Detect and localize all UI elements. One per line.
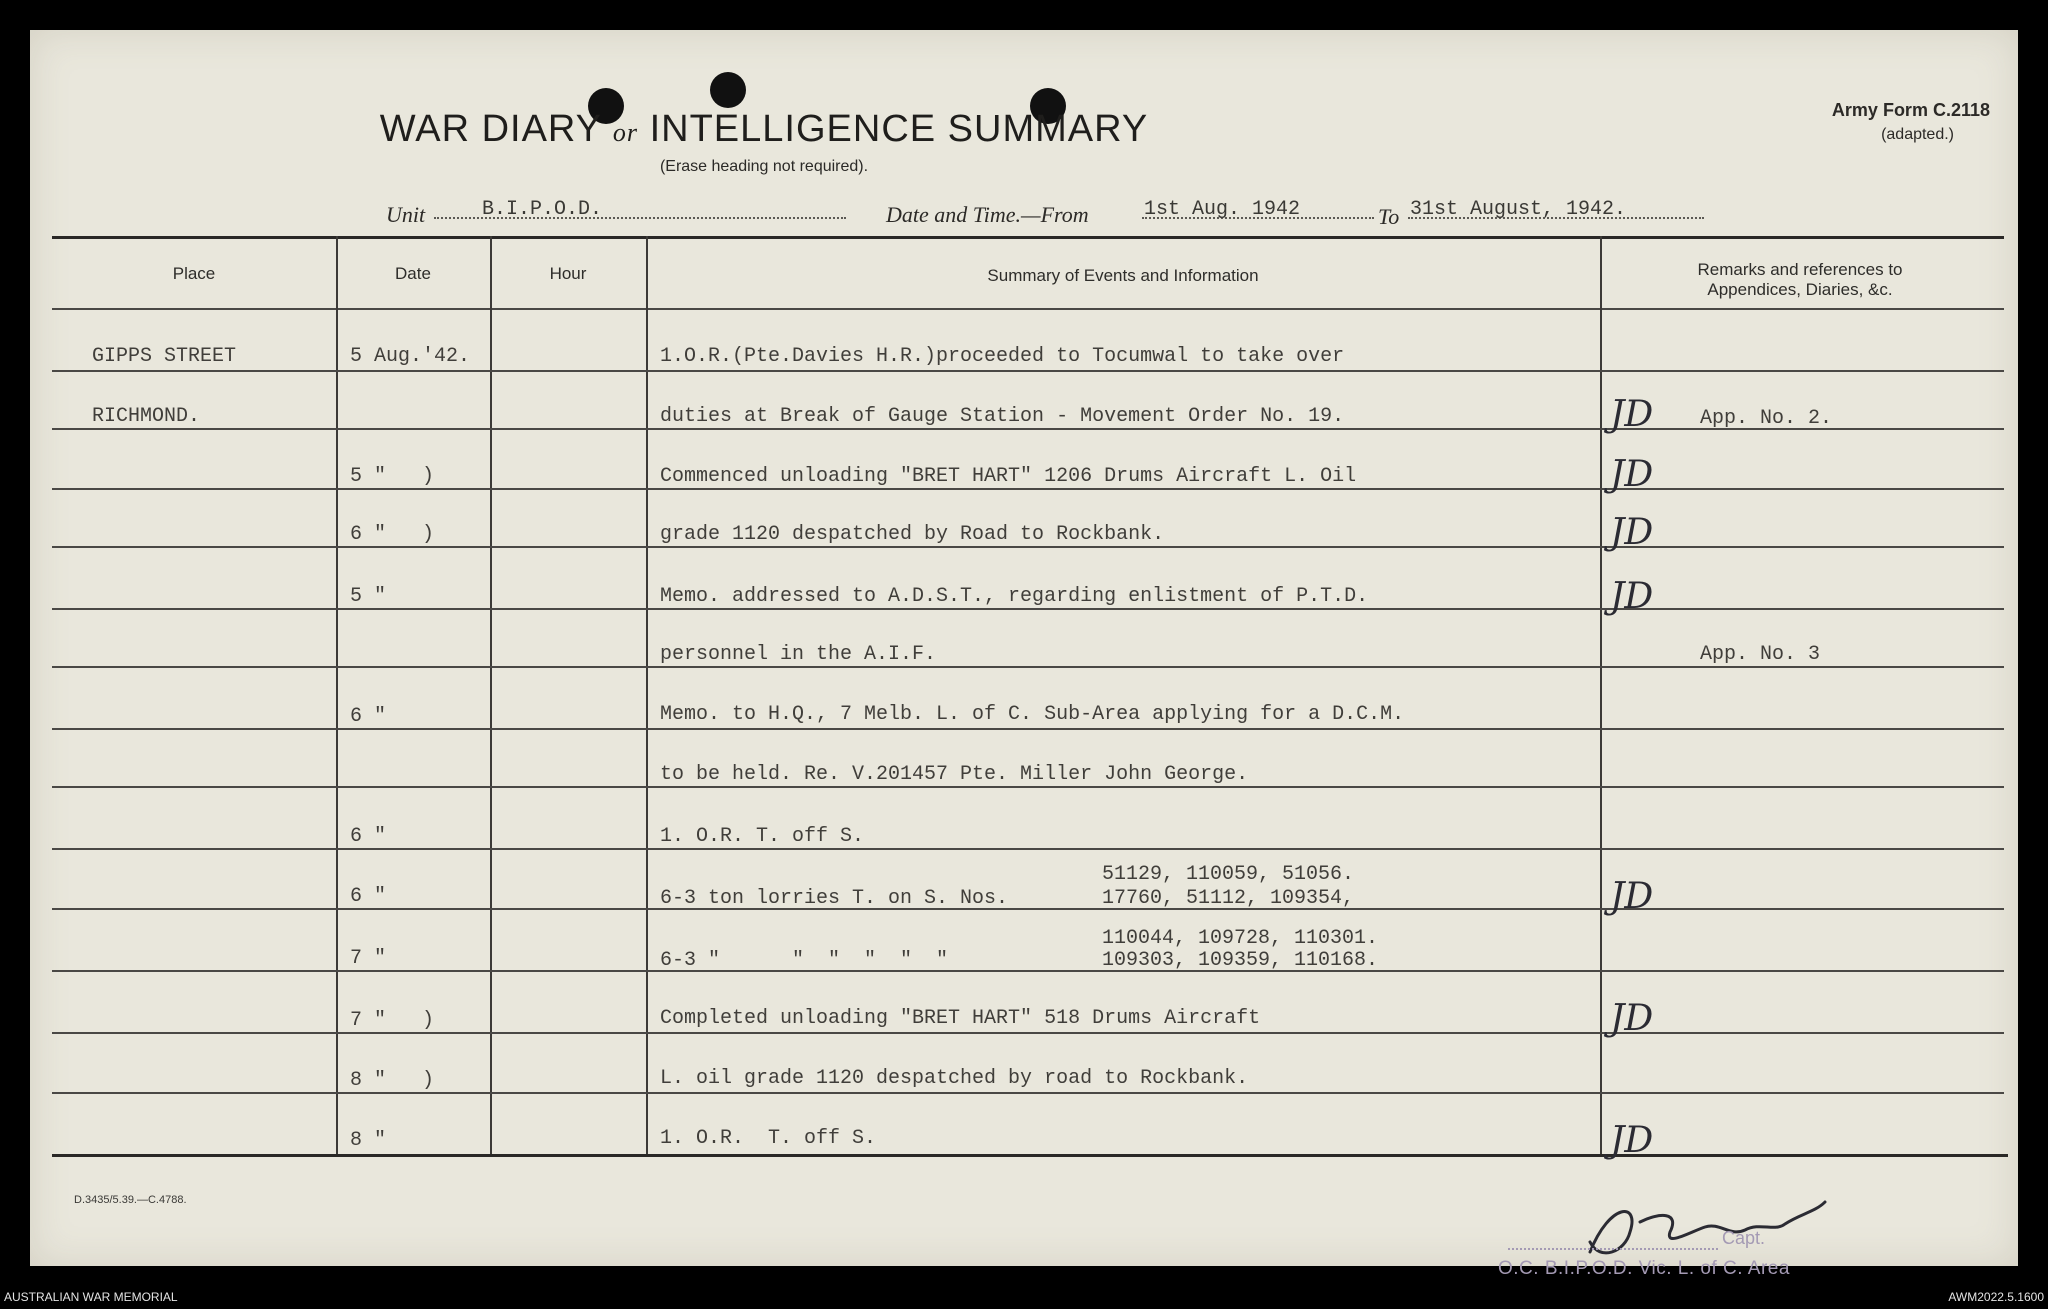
row-summary: 1.O.R.(Pte.Davies H.R.)proceeded to Tocumwal to take over [660,345,1345,368]
row-summary: personnel in the A.I.F. [660,643,937,666]
row-date: 6 " [350,885,387,908]
handwritten-initials: JD [1610,998,1654,1039]
row-rule [52,546,2004,548]
row-summary: 1. O.R. T. off S. [660,1127,877,1150]
column-header-summary: Summary of Events and Information [987,266,1259,285]
row-date: 8 " ) [350,1069,435,1092]
row-summary: L. oil grade 1120 despatched by road to Rockbank. [660,1067,1249,1090]
remarks-column-rule [1600,236,1602,1154]
row-summary: to be held. Re. V.201457 Pte. Miller John George. [660,763,1249,786]
diary-sheet [30,30,2018,1279]
army-form-number: Army Form C.2118 [1831,100,1990,120]
signature-dotted-line [1508,1248,1718,1250]
punch-hole [710,72,746,108]
signature-stamp: O.C. B.I.P.O.D. Vic. L. of C. Area [1498,1258,1790,1279]
row-rule [52,608,2004,610]
appendix-reference: App. No. 3 [1700,643,1821,666]
remarks-header-line2: Appendices, Diaries, &c. [1707,280,1893,299]
archive-accession-number: AWM2022.5.1600 [1948,1290,2044,1304]
row-summary: grade 1120 despatched by Road to Rockbank. [660,523,1165,546]
page-subtitle: (Erase heading not required). [659,158,869,175]
row-rule [52,848,2004,850]
row-rule [52,370,2004,372]
row-date: 5 " ) [350,465,435,488]
row-rule [52,786,2004,788]
row-date: 5 " [350,585,387,608]
row-date: 6 " [350,825,387,848]
row-summary: Commenced unloading "BRET HART" 1206 Drums Aircraft L. Oil [660,465,1357,488]
row-date: 6 " ) [350,523,435,546]
date-from-label: Date and Time.—From [886,202,1089,227]
row-date: 7 " [350,947,387,970]
table-bottom-rule [52,1154,2008,1157]
header-rule [52,308,2004,310]
date-column-rule [336,236,338,1154]
handwritten-initials: JD [1610,576,1654,617]
appendix-reference: App. No. 2. [1700,407,1833,430]
table-top-rule [52,236,2004,239]
form-print-code: D.3435/5.39.—C.4788. [74,1194,187,1206]
place-line2: RICHMOND. [92,405,201,428]
row-rule [52,970,2004,972]
handwritten-initials: JD [1610,454,1654,495]
army-form-adapted: (adapted.) [1881,126,1954,143]
date-to-value: 31st August, 1942. [1410,198,1627,221]
row-date: 5 Aug.'42. [350,345,471,368]
remarks-header-line1: Remarks and references to [1697,260,1903,279]
row-rule [52,488,2004,490]
row-date: 7 " ) [350,1009,435,1032]
handwritten-initials: JD [1610,394,1654,435]
lorry-numbers-line2: 17760, 51112, 109354, [1102,887,1355,910]
row-rule [52,728,2004,730]
row-summary: 1. O.R. T. off S. [660,825,865,848]
row-rule [52,908,2004,910]
column-header-date: Date [395,264,431,283]
summary-column-rule [646,236,648,1154]
unit-label: Unit [386,202,426,227]
row-summary: Memo. to H.Q., 7 Melb. L. of C. Sub-Area applying for a D.C.M. [660,703,1405,726]
date-from-value: 1st Aug. 1942 [1144,198,1301,221]
handwritten-initials: JD [1610,512,1654,553]
row-rule [52,666,2004,668]
row-summary: Completed unloading "BRET HART" 518 Drums Aircraft [660,1007,1261,1030]
date-to-label: To [1378,204,1400,229]
lorry-numbers-line1: 110044, 109728, 110301. [1102,927,1379,950]
lorry-numbers-line1: 51129, 110059, 51056. [1102,863,1355,886]
handwritten-initials: JD [1610,1120,1654,1161]
place-line1: GIPPS STREET [92,345,237,368]
hour-column-rule [490,236,492,1154]
row-summary: 6-3 " " " " " " [660,949,949,972]
row-summary: duties at Break of Gauge Station - Movement Order No. 19. [660,405,1345,428]
column-header-remarks [1600,260,2000,300]
row-rule [52,1092,2004,1094]
row-date: 8 " [350,1129,387,1152]
row-rule [52,1032,2004,1034]
row-summary: 6-3 ton lorries T. on S. Nos. [660,887,1009,910]
archive-credit: AUSTRALIAN WAR MEMORIAL [4,1290,178,1304]
column-header-hour: Hour [549,264,587,283]
column-header-place: Place [172,264,216,283]
page-title: WAR DIARY or INTELLIGENCE SUMMARY [379,108,1149,150]
signature-rank: Capt. [1722,1228,1766,1248]
row-date: 6 " [350,705,387,728]
handwritten-initials: JD [1610,876,1654,917]
row-summary: Memo. addressed to A.D.S.T., regarding enlistment of P.T.D. [660,585,1369,608]
unit-value: B.I.P.O.D. [482,198,603,221]
lorry-numbers-line2: 109303, 109359, 110168. [1102,949,1379,972]
